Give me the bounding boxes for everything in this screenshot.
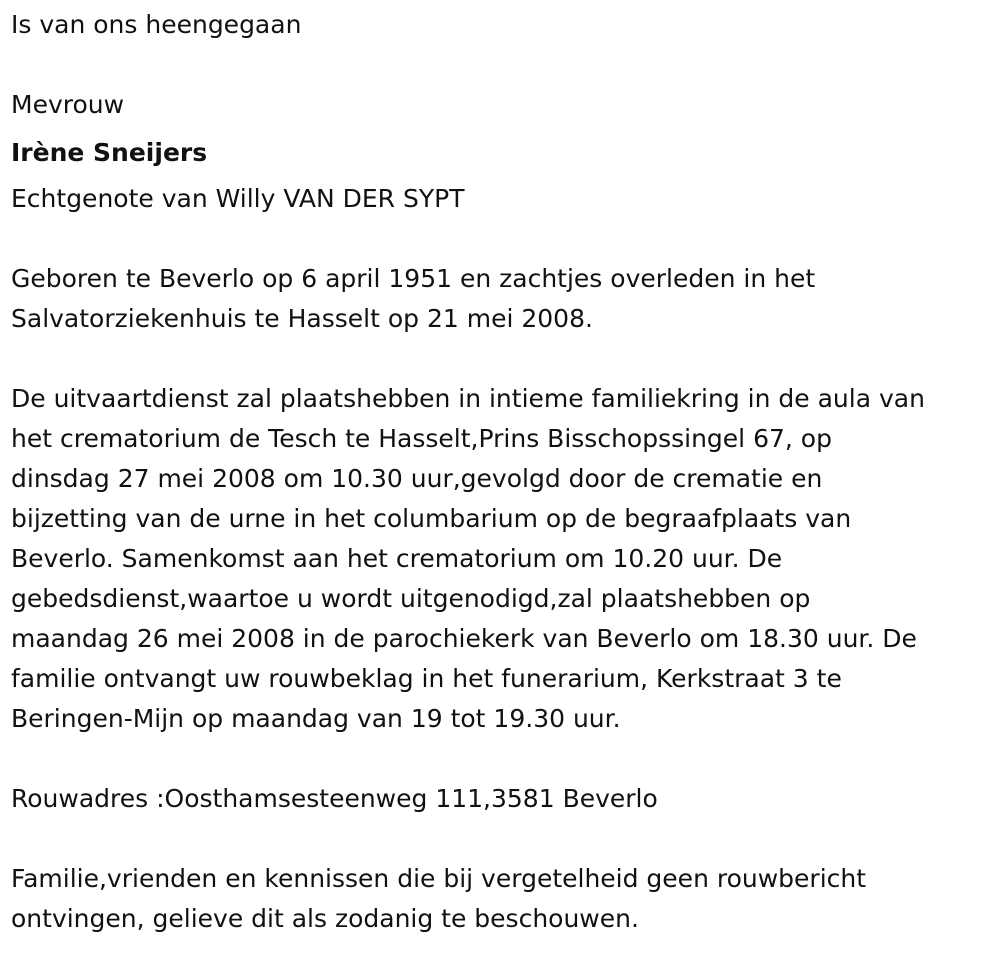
- spacer: [11, 739, 991, 779]
- paragraph-line: Familie,vrienden en kennissen die bij vergetelheid geen rouwbericht: [11, 864, 867, 893]
- spacer: [11, 45, 991, 85]
- intro-text: Is van ons heengegaan: [11, 10, 302, 39]
- paragraph-line: maandag 26 mei 2008 in de parochiekerk van Beverlo om 18.30 uur. De: [11, 624, 917, 653]
- funeral-paragraph: [11, 379, 991, 739]
- spacer: [11, 219, 991, 259]
- paragraph-line: familie ontvangt uw rouwbeklag in het funerarium, Kerkstraat 3 te: [11, 664, 842, 693]
- closing-paragraph: [11, 859, 991, 939]
- title-text: Mevrouw: [11, 90, 125, 119]
- obituary-document: [11, 5, 991, 939]
- birth-death-paragraph: [11, 259, 991, 339]
- deceased-name: Irène Sneijers: [11, 138, 208, 167]
- paragraph-line: Beringen-Mijn op maandag van 19 tot 19.30 uur.: [11, 704, 621, 733]
- paragraph-line: De uitvaartdienst zal plaatshebben in intieme familiekring in de aula van: [11, 384, 925, 413]
- spouse-text: Echtgenote van Willy VAN DER SYPT: [11, 184, 465, 213]
- paragraph-line: Geboren te Beverlo op 6 april 1951 en zachtjes overleden in het: [11, 264, 816, 293]
- spacer: [11, 339, 991, 379]
- spacer: [11, 819, 991, 859]
- paragraph-line: Salvatorziekenhuis te Hasselt op 21 mei 2008.: [11, 304, 593, 333]
- paragraph-line: dinsdag 27 mei 2008 om 10.30 uur,gevolgd door de crematie en: [11, 464, 823, 493]
- paragraph-line: bijzetting van de urne in het columbarium op de begraafplaats van: [11, 504, 852, 533]
- mourning-address: Rouwadres :Oosthamsesteenweg 111,3581 Beverlo: [11, 784, 658, 813]
- paragraph-line: Beverlo. Samenkomst aan het crematorium om 10.20 uur. De: [11, 544, 783, 573]
- paragraph-line: ontvingen, gelieve dit als zodanig te beschouwen.: [11, 904, 639, 933]
- paragraph-line: het crematorium de Tesch te Hasselt,Prins Bisschopssingel 67, op: [11, 424, 832, 453]
- paragraph-line: gebedsdienst,waartoe u wordt uitgenodigd,zal plaatshebben op: [11, 584, 811, 613]
